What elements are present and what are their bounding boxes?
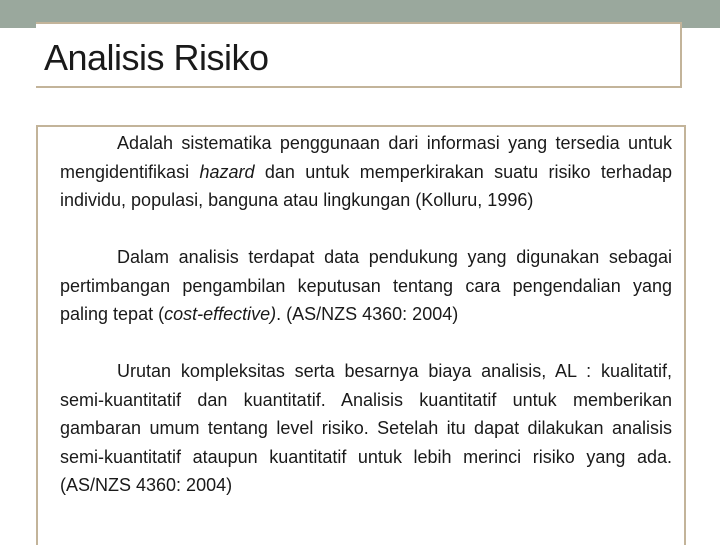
- paragraph-2-emphasis: cost-effective): [164, 304, 277, 324]
- paragraph-definition: [60, 129, 672, 215]
- paragraph-2-tail: . (AS/NZS 4360: 2004): [276, 304, 459, 324]
- paragraph-1-lead: Adalah sistematika penggunaan dari informasi yang tersedia untuk mengidentifikasi: [60, 133, 672, 182]
- paragraph-1-emphasis: hazard: [199, 161, 255, 182]
- content-box: [36, 125, 686, 545]
- paragraph-supporting-data: [60, 243, 672, 329]
- paragraph-2-lead: Dalam analisis terdapat data pendukung yang digunakan sebagai pertimbangan pengambilan keputusan tentang cara pengendalian yang paling tepat (: [60, 247, 672, 324]
- paragraph-1-tail: dan untuk memperkirakan suatu risiko terhadap individu, populasi, banguna atau lingkungan (Kolluru, 1996): [60, 161, 672, 210]
- title-box: [36, 22, 682, 88]
- paragraph-complexity-order: Urutan kompleksitas serta besarnya biaya analisis, AL : kualitatif, semi-kuantitatif dan kuantitatif. Analisis kuantitatif untuk memberikan gambaran umum tentang level risiko. Setelah itu dapat dilakukan analisis semi-kuantitatif ataupun kuantitatif untuk lebih merinci risiko yang ada.(AS/NZS 4360: 2004): [60, 361, 672, 495]
- slide-title: Analisis Risiko: [44, 37, 269, 78]
